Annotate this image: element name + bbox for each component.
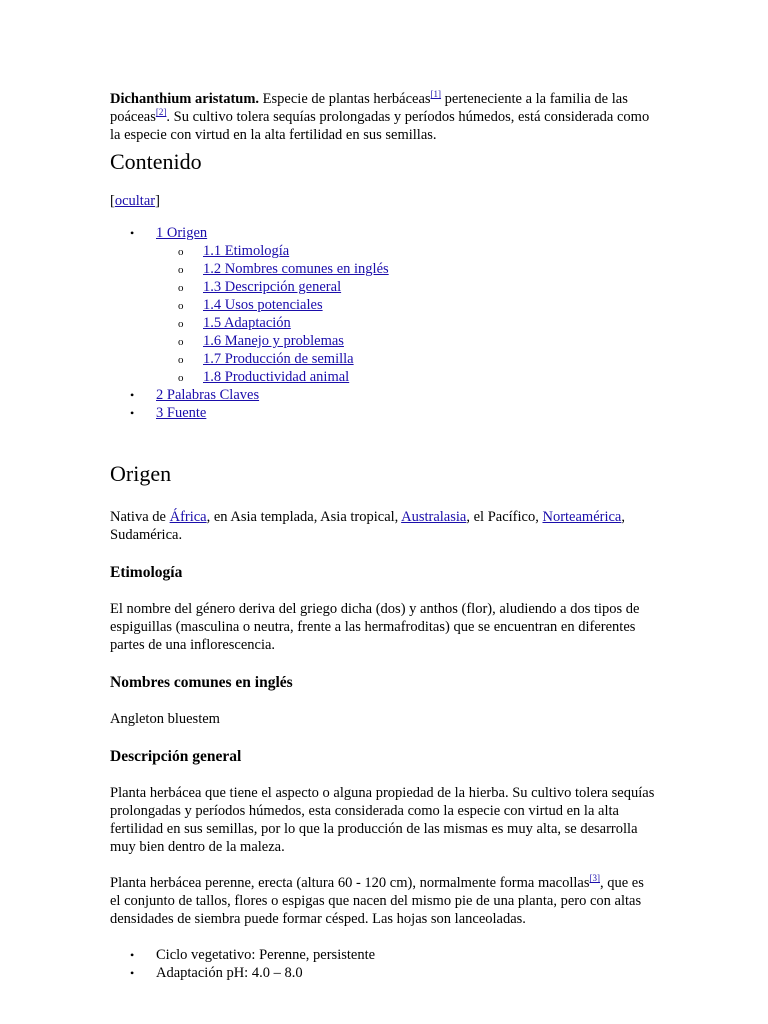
intro-text-2: perteneciente a la familia de las poáceas (110, 91, 628, 125)
list-item (110, 964, 655, 982)
toc-link-adaptacion[interactable]: 1.5 Adaptación (203, 315, 291, 331)
toc-item-palabras (110, 386, 655, 404)
origen-text-c: , el Pacífico, (466, 509, 543, 525)
toc-subitem (156, 368, 655, 386)
toc-subitem (156, 314, 655, 332)
origen-text-d: , Sudamérica. (110, 509, 625, 543)
descripcion-text-a: Planta herbácea perenne, erecta (altura 60 - 120 cm), normalmente forma macollas (110, 875, 590, 891)
toc-title: Contenido (110, 149, 202, 174)
descripcion-bullet-list (110, 946, 655, 982)
toc-subitem (156, 332, 655, 350)
origen-text-a: Nativa de (110, 509, 170, 525)
bullet-circle-icon: o (178, 300, 184, 312)
descripcion-paragraph-1: Planta herbácea que tiene el aspecto o alguna propiedad de la hierba. Su cultivo tolera sequías prolongadas y períodos húmedos, esta considerada como la especie con virtud en la alta fertilidad en sus semillas, por lo que la producción de las mismas es muy alta, se desarrolla muy bien dentro de la maleza. (110, 785, 655, 855)
toc-link-descripcion[interactable]: 1.3 Descripción general (203, 279, 342, 295)
section-title-descripcion: Descripción general (110, 748, 242, 765)
intro-text-3: . Su cultivo tolera sequías prolongadas y períodos húmedos, está considerada como la especie con virtud en la alta fertilidad en sus semillas. (110, 109, 650, 143)
reference-link-1[interactable]: [1] (430, 89, 442, 99)
bullet-disc-icon: • (130, 948, 135, 962)
toc-link-productividad[interactable]: 1.8 Productividad animal (203, 369, 350, 385)
toc-link-usos[interactable]: 1.4 Usos potenciales (203, 297, 323, 313)
nombres-paragraph: Angleton bluestem (110, 711, 220, 727)
intro-paragraph (110, 90, 655, 144)
origen-text-b: , en Asia templada, Asia tropical, (206, 509, 402, 525)
toc-link-produccion[interactable]: 1.7 Producción de semilla (203, 351, 354, 367)
toc-subitem (156, 278, 655, 296)
link-africa[interactable]: África (169, 509, 207, 525)
bullet-circle-icon: o (178, 354, 184, 366)
bullet-circle-icon: o (178, 336, 184, 348)
toc-subitem (156, 296, 655, 314)
toc-link-manejo[interactable]: 1.6 Manejo y problemas (203, 333, 344, 349)
intro-text-1: Especie de plantas herbáceas (259, 91, 431, 107)
etimologia-paragraph: El nombre del género deriva del griego dicha (dos) y anthos (flor), aludiendo a dos tipos de espiguillas (masculina o neutra, frente a las hermafroditas) que se encuentran en diferentes partes de una inflorescencia. (110, 601, 640, 653)
toc-hide-link[interactable]: ocultar (114, 193, 156, 209)
reference-link-2[interactable]: [2] (155, 107, 167, 117)
toc-link-origen[interactable]: 1 Origen (156, 225, 208, 241)
toc-link-etimologia[interactable]: 1.1 Etimología (203, 243, 290, 259)
article (110, 90, 655, 982)
toc-subitem (156, 260, 655, 278)
toc-link-fuente[interactable]: 3 Fuente (156, 405, 207, 421)
bullet-disc-icon: • (130, 388, 135, 402)
bullet-circle-icon: o (178, 246, 184, 258)
section-title-etimologia: Etimología (110, 564, 183, 581)
section-title-nombres: Nombres comunes en inglés (110, 674, 293, 691)
bullet-disc-icon: • (130, 966, 135, 980)
bullet-circle-icon: o (178, 372, 184, 384)
origen-paragraph (110, 508, 655, 544)
link-norteamerica[interactable]: Norteamérica (542, 509, 622, 525)
bullet-circle-icon: o (178, 282, 184, 294)
descripcion-text-b: , que es el conjunto de tallos, flores o espigas que nacen del mismo pie de una planta, pero con altas densidades de siembra puede formar césped. Las hojas son lanceoladas. (110, 875, 644, 927)
bullet-circle-icon: o (178, 318, 184, 330)
toc-subitem (156, 350, 655, 368)
descripcion-paragraph-2 (110, 874, 655, 928)
toc-sublist (156, 242, 655, 386)
link-australasia[interactable]: Australasia (401, 509, 467, 525)
toc-item-origen (110, 224, 655, 386)
intro-species-name: Dichanthium aristatum. (110, 91, 260, 107)
section-title-origen: Origen (110, 461, 172, 486)
table-of-contents (110, 224, 655, 422)
toc-subitem (156, 242, 655, 260)
toc-item-fuente (110, 404, 655, 422)
toc-toggle-bracket-open: [ (110, 193, 115, 209)
toc-toggle-bracket-close: ] (155, 193, 160, 209)
bullet-circle-icon: o (178, 264, 184, 276)
toc-link-nombres-comunes[interactable]: 1.2 Nombres comunes en inglés (203, 261, 389, 277)
toc-toggle (110, 192, 655, 210)
list-item-text: Ciclo vegetativo: Perenne, persistente (156, 947, 376, 963)
toc-link-palabras-claves[interactable]: 2 Palabras Claves (156, 387, 260, 403)
bullet-disc-icon: • (130, 406, 135, 420)
list-item-text: Adaptación pH: 4.0 – 8.0 (156, 965, 303, 981)
reference-link-3[interactable]: [3] (589, 873, 600, 883)
bullet-disc-icon: • (130, 226, 135, 240)
list-item (110, 946, 655, 964)
